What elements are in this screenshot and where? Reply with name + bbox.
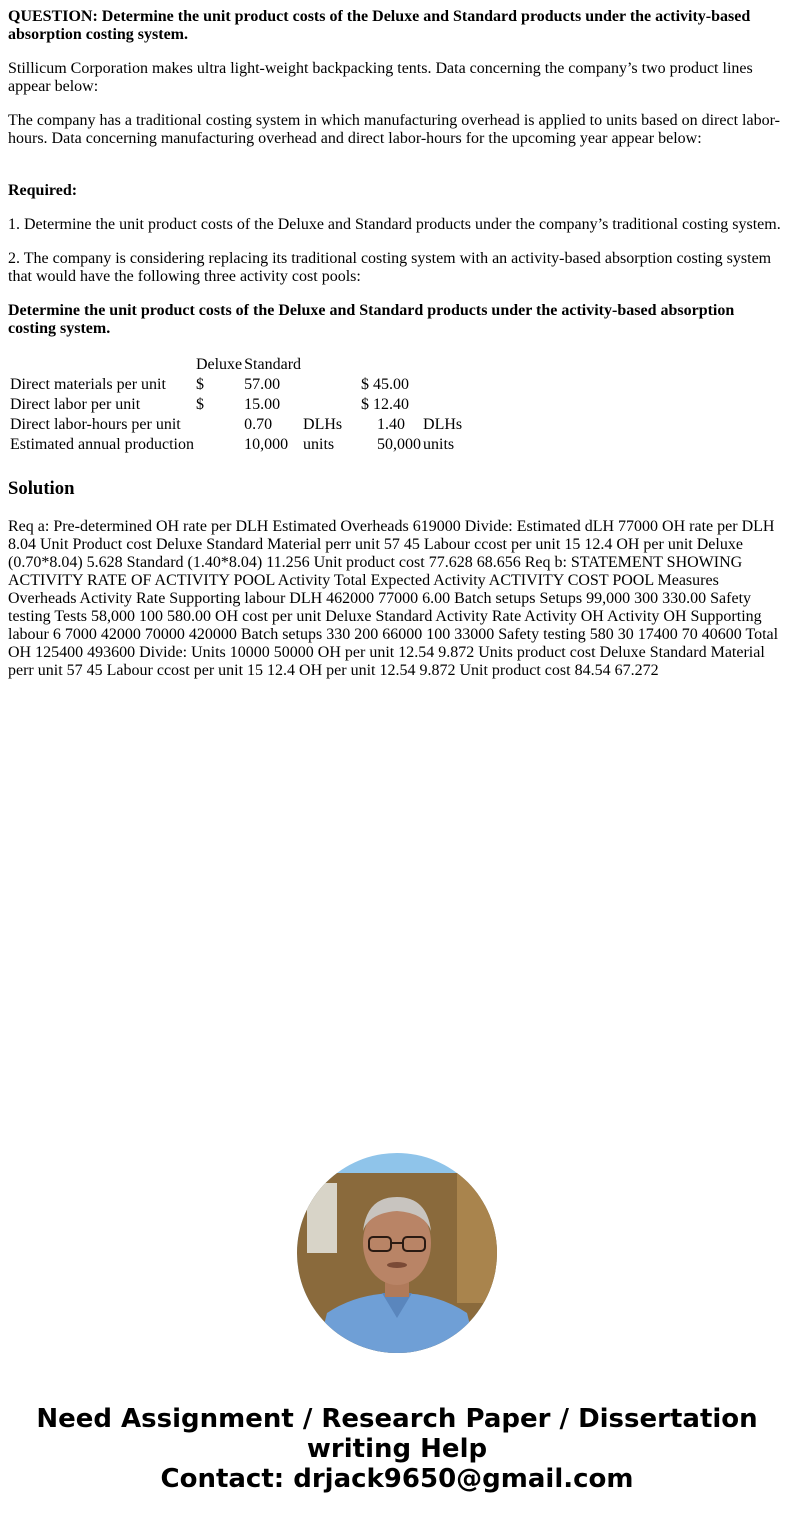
table-cell: $ 12.40 — [361, 396, 410, 413]
promo-banner — [0, 1404, 794, 1494]
requirement-2-bold: Determine the unit product costs of the Deluxe and Standard products under the activity-based absorption costing system. — [8, 302, 735, 337]
table-cell: 10,000 — [244, 436, 289, 453]
table-cell: DLHs — [423, 416, 463, 433]
solution-heading: Solution — [8, 478, 75, 499]
table-cell: 57.00 — [244, 376, 281, 393]
product-data-table — [8, 354, 464, 456]
table-row — [10, 396, 462, 414]
requirement-1: 1. Determine the unit product costs of the Deluxe and Standard products under the company’s traditional costing system. — [8, 216, 781, 233]
table-cell: $ — [195, 376, 204, 393]
table-cell: $ 45.00 — [361, 376, 410, 393]
table-cell — [423, 356, 462, 374]
table-cell: 50,000 — [377, 436, 422, 453]
table-cell — [196, 416, 242, 434]
table-cell: $ — [195, 396, 204, 413]
table-row — [10, 436, 462, 454]
table-cell: 1.40 — [377, 416, 406, 433]
table-cell: Estimated annual production — [10, 436, 194, 453]
table-header-deluxe: Deluxe — [195, 356, 243, 373]
table-cell — [10, 356, 194, 374]
promo-line-2: writing Help — [306, 1434, 488, 1464]
table-cell: Direct labor per unit — [10, 396, 141, 413]
spacer — [8, 164, 786, 182]
document-body — [0, 0, 794, 680]
table-cell: 0.70 — [244, 416, 273, 433]
table-header-standard: Standard — [244, 356, 302, 373]
table-header-row — [10, 356, 462, 374]
promo-line-1: Need Assignment / Research Paper / Dissertation — [36, 1404, 758, 1434]
table-row — [10, 416, 462, 434]
question-heading: QUESTION: Determine the unit product costs of the Deluxe and Standard products under the activity-based absorption costing system. — [8, 8, 751, 43]
required-label: Required: — [8, 182, 78, 199]
table-cell — [303, 356, 359, 374]
table-cell — [423, 376, 462, 394]
table-cell: units — [423, 436, 455, 453]
table-cell — [423, 396, 462, 414]
table-cell — [303, 396, 359, 414]
author-avatar — [297, 1153, 497, 1353]
table-cell: Direct labor-hours per unit — [10, 416, 181, 433]
table-cell: DLHs — [303, 416, 343, 433]
table-cell — [196, 436, 242, 454]
table-row — [10, 376, 462, 394]
traditional-paragraph: The company has a traditional costing system in which manufacturing overhead is applied to units based on direct labor-hours. Data concerning manufacturing overhead and direct labor-hours for the upcoming year appear below: — [8, 112, 780, 147]
author-portrait-icon — [297, 1153, 497, 1353]
table-cell: Direct materials per unit — [10, 376, 166, 393]
promo-contact: Contact: drjack9650@gmail.com — [160, 1464, 634, 1494]
table-cell — [361, 356, 421, 374]
table-cell — [303, 376, 359, 394]
requirement-2: 2. The company is considering replacing its traditional costing system with an activity-based absorption costing system that would have the following three activity cost pools: — [8, 250, 772, 285]
table-cell: units — [303, 436, 335, 453]
intro-paragraph: Stillicum Corporation makes ultra light-weight backpacking tents. Data concerning the company’s two product lines appear below: — [8, 60, 753, 95]
solution-text: Req a: Pre-determined OH rate per DLH Estimated Overheads 619000 Divide: Estimated dLH 77000 OH rate per DLH 8.04 Unit Product cost Deluxe Standard Material perr unit 57 45 Labour ccost per unit 15 12.4 OH per unit Deluxe (0.70*8.04) 5.628 Standard (1.40*8.04) 11.256 Unit product cost 77.628 68.656 Req b: STATEMENT SHOWING ACTIVITY RATE OF ACTIVITY POOL Activity Total Expected Activity ACTIVITY COST POOL Measures Overheads Activity Rate Supporting labour DLH 462000 77000 6.00 Batch setups Setups 99,000 300 330.00 Safety testing Tests 58,000 100 580.00 OH cost per unit Deluxe Standard Activity Rate Activity OH Activity OH Supporting labour 6 7000 42000 70000 420000 Batch setups 330 200 66000 100 33000 Safety testing 580 30 17400 70 40600 Total OH 125400 493600 Divide: Units 10000 50000 OH per unit 12.54 9.872 Units product cost Deluxe Standard Material perr unit 57 45 Labour ccost per unit 15 12.4 OH per unit 12.54 9.872 Unit product cost 84.54 67.272 — [8, 518, 779, 679]
table-cell: 15.00 — [244, 396, 281, 413]
